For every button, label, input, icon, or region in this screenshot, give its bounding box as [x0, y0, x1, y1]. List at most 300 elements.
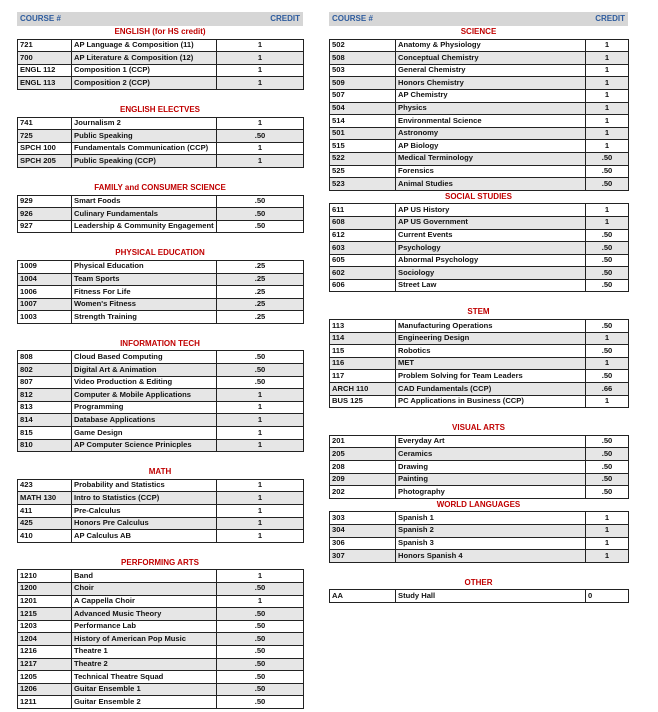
- course-name-cell: Environmental Science: [396, 115, 586, 128]
- course-number-cell: 116: [330, 357, 396, 370]
- credit-header: CREDIT: [595, 14, 625, 23]
- credit-cell: .50: [586, 448, 629, 461]
- course-table-science: [329, 39, 629, 191]
- course-number-cell: 508: [330, 52, 396, 65]
- credit-cell: .50: [586, 152, 629, 165]
- course-name-cell: Manufacturing Operations: [396, 320, 586, 333]
- course-name-cell: Programming: [72, 401, 217, 414]
- course-table-physical-education: [17, 260, 304, 324]
- course-name-cell: Study Hall: [396, 590, 586, 603]
- course-row: [18, 427, 304, 440]
- credit-cell: 1: [586, 512, 629, 525]
- credit-cell: 1: [586, 77, 629, 90]
- section-title-physical-education: PHYSICAL EDUCATION: [115, 248, 205, 258]
- credit-cell: .50: [586, 165, 629, 178]
- course-name-cell: Spanish 2: [396, 524, 586, 537]
- credit-cell: 1: [586, 102, 629, 115]
- course-name-cell: Advanced Music Theory: [72, 608, 217, 621]
- credit-cell: 1: [586, 89, 629, 102]
- course-row: [330, 448, 629, 461]
- course-number-cell: 725: [18, 130, 72, 143]
- course-row: [330, 216, 629, 229]
- course-row: [330, 77, 629, 90]
- course-number-cell: 501: [330, 127, 396, 140]
- credit-cell: .50: [217, 130, 304, 143]
- course-name-cell: Theatre 2: [72, 658, 217, 671]
- course-name-cell: AP Language & Composition (11): [72, 39, 217, 52]
- course-row: [18, 39, 304, 52]
- credit-cell: .50: [586, 279, 629, 292]
- course-number-cell: 929: [18, 195, 72, 208]
- section-title-performing-arts: PERFORMING ARTS: [121, 557, 199, 567]
- course-row: [18, 517, 304, 530]
- course-name-cell: Everyday Art: [396, 435, 586, 448]
- course-number-cell: 202: [330, 486, 396, 499]
- course-name-cell: AP Computer Science Prinicples: [72, 439, 217, 452]
- section-title-world-languages: WORLD LANGUAGES: [436, 499, 521, 509]
- credit-cell: .25: [217, 286, 304, 299]
- course-name-cell: AP Literature & Composition (12): [72, 52, 217, 65]
- course-number-header: COURSE #: [332, 14, 373, 23]
- credit-cell: .50: [217, 220, 304, 233]
- course-name-cell: AP Biology: [396, 140, 586, 153]
- credit-cell: 1: [586, 52, 629, 65]
- section-spacer: [17, 233, 303, 247]
- course-number-cell: 209: [330, 473, 396, 486]
- course-number-cell: 515: [330, 140, 396, 153]
- credit-cell: .50: [217, 351, 304, 364]
- course-row: [330, 229, 629, 242]
- course-name-cell: AP US History: [396, 204, 586, 217]
- left-sections: [17, 26, 303, 709]
- course-number-cell: 721: [18, 39, 72, 52]
- course-number-cell: 509: [330, 77, 396, 90]
- course-row: [18, 595, 304, 608]
- credit-cell: 1: [217, 117, 304, 130]
- course-name-cell: Medical Terminology: [396, 152, 586, 165]
- credit-cell: .50: [217, 208, 304, 221]
- course-name-cell: Problem Solving for Team Leaders: [396, 370, 586, 383]
- credit-cell: .50: [217, 620, 304, 633]
- course-row: [18, 298, 304, 311]
- course-number-cell: 306: [330, 537, 396, 550]
- course-name-cell: A Cappella Choir: [72, 595, 217, 608]
- credit-cell: .50: [586, 370, 629, 383]
- course-number-cell: 1006: [18, 286, 72, 299]
- credit-cell: .50: [586, 320, 629, 333]
- course-row: [18, 260, 304, 273]
- right-column: [329, 0, 628, 603]
- credit-cell: 1: [217, 570, 304, 583]
- course-row: [330, 279, 629, 292]
- course-number-cell: 741: [18, 117, 72, 130]
- course-row: [330, 435, 629, 448]
- section-spacer: [17, 452, 303, 466]
- course-table-english-electves: [17, 117, 304, 168]
- course-number-cell: MATH 130: [18, 492, 72, 505]
- course-row: [18, 64, 304, 77]
- credit-cell: 1: [217, 492, 304, 505]
- course-number-cell: 1215: [18, 608, 72, 621]
- course-row: [330, 320, 629, 333]
- course-name-cell: History of American Pop Music: [72, 633, 217, 646]
- course-row: [330, 89, 629, 102]
- credit-cell: .50: [586, 178, 629, 191]
- course-name-cell: Technical Theatre Squad: [72, 671, 217, 684]
- course-row: [18, 414, 304, 427]
- course-number-cell: 201: [330, 435, 396, 448]
- credit-cell: .25: [217, 273, 304, 286]
- credit-cell: 1: [217, 427, 304, 440]
- course-name-cell: Psychology: [396, 242, 586, 255]
- course-number-cell: 603: [330, 242, 396, 255]
- credit-cell: 1: [217, 155, 304, 168]
- course-row: [18, 311, 304, 324]
- course-row: [18, 439, 304, 452]
- section-title-science: SCIENCE: [460, 27, 497, 36]
- course-number-cell: 504: [330, 102, 396, 115]
- course-number-cell: SPCH 205: [18, 155, 72, 168]
- course-number-cell: 115: [330, 345, 396, 358]
- course-row: [330, 178, 629, 191]
- course-name-cell: Smart Foods: [72, 195, 217, 208]
- course-number-cell: 307: [330, 550, 396, 563]
- credit-cell: .50: [217, 683, 304, 696]
- course-number-cell: 813: [18, 401, 72, 414]
- course-name-cell: Physical Education: [72, 260, 217, 273]
- course-name-cell: Game Design: [72, 427, 217, 440]
- course-name-cell: PC Applications in Business (CCP): [396, 395, 586, 408]
- course-number-cell: 608: [330, 216, 396, 229]
- credit-cell: .50: [217, 582, 304, 595]
- course-name-cell: Abnormal Psychology: [396, 254, 586, 267]
- course-name-cell: Drawing: [396, 461, 586, 474]
- credit-cell: .50: [217, 696, 304, 709]
- credit-cell: .50: [586, 486, 629, 499]
- section-title-english-for-hs-credit: ENGLISH (for HS credit): [114, 27, 206, 36]
- course-number-cell: 522: [330, 152, 396, 165]
- credit-cell: 0: [586, 590, 629, 603]
- course-row: [330, 204, 629, 217]
- course-number-cell: 507: [330, 89, 396, 102]
- course-row: [18, 696, 304, 709]
- course-name-cell: Forensics: [396, 165, 586, 178]
- course-name-cell: Guitar Ensemble 2: [72, 696, 217, 709]
- course-row: [18, 77, 304, 90]
- credit-cell: .50: [586, 473, 629, 486]
- credit-cell: .50: [586, 345, 629, 358]
- course-row: [18, 389, 304, 402]
- credit-cell: 1: [217, 517, 304, 530]
- course-name-cell: Astronomy: [396, 127, 586, 140]
- course-row: [18, 117, 304, 130]
- section-title-stem: STEM: [467, 307, 490, 317]
- course-row: [330, 332, 629, 345]
- credit-cell: 1: [217, 505, 304, 518]
- course-row: [330, 395, 629, 408]
- course-number-cell: 410: [18, 530, 72, 543]
- course-row: [330, 254, 629, 267]
- course-row: [18, 52, 304, 65]
- section-title-visual-arts: VISUAL ARTS: [452, 423, 505, 433]
- course-row: [330, 550, 629, 563]
- credit-cell: 1: [586, 395, 629, 408]
- course-row: [18, 645, 304, 658]
- course-name-cell: Current Events: [396, 229, 586, 242]
- course-name-cell: Painting: [396, 473, 586, 486]
- course-row: [330, 127, 629, 140]
- course-number-cell: 1201: [18, 595, 72, 608]
- course-row: [330, 52, 629, 65]
- course-number-cell: 117: [330, 370, 396, 383]
- section-spacer: [17, 543, 303, 557]
- course-name-cell: MET: [396, 357, 586, 370]
- section-title-social-studies: SOCIAL STUDIES: [445, 191, 512, 201]
- section-spacer: [329, 563, 628, 577]
- course-name-cell: CAD Fundamentals (CCP): [396, 383, 586, 396]
- course-number-cell: BUS 125: [330, 395, 396, 408]
- section-spacer: [329, 292, 628, 306]
- credit-header: CREDIT: [270, 14, 300, 23]
- credit-cell: 1: [217, 389, 304, 402]
- course-number-cell: 611: [330, 204, 396, 217]
- course-name-cell: Choir: [72, 582, 217, 595]
- course-row: [18, 620, 304, 633]
- credit-cell: .50: [217, 671, 304, 684]
- course-name-cell: Performance Lab: [72, 620, 217, 633]
- course-row: [18, 658, 304, 671]
- course-number-cell: 113: [330, 320, 396, 333]
- course-number-cell: 810: [18, 439, 72, 452]
- credit-cell: .50: [586, 242, 629, 255]
- course-number-cell: 423: [18, 479, 72, 492]
- course-row: [330, 357, 629, 370]
- course-table-family-and-consumer-science: [17, 195, 304, 234]
- course-row: [330, 486, 629, 499]
- course-name-cell: Public Speaking: [72, 130, 217, 143]
- course-name-cell: Engineering Design: [396, 332, 586, 345]
- section-title-math: MATH: [148, 467, 172, 477]
- course-name-cell: Spanish 1: [396, 512, 586, 525]
- course-name-cell: Database Applications: [72, 414, 217, 427]
- course-number-cell: 802: [18, 364, 72, 377]
- course-number-cell: 425: [18, 517, 72, 530]
- course-number-cell: 814: [18, 414, 72, 427]
- course-name-cell: Cloud Based Computing: [72, 351, 217, 364]
- course-name-cell: Photography: [396, 486, 586, 499]
- course-row: [330, 461, 629, 474]
- course-name-cell: Honors Chemistry: [396, 77, 586, 90]
- course-number-cell: 208: [330, 461, 396, 474]
- course-row: [330, 64, 629, 77]
- left-column: [17, 0, 303, 709]
- course-row: [18, 376, 304, 389]
- credit-cell: 1: [586, 115, 629, 128]
- course-number-cell: 502: [330, 39, 396, 52]
- course-table-english-for-hs-credit: [17, 39, 304, 90]
- course-row: [330, 524, 629, 537]
- course-row: [18, 155, 304, 168]
- course-name-cell: Video Production & Editing: [72, 376, 217, 389]
- section-title-family-and-consumer-science: FAMILY and CONSUMER SCIENCE: [94, 182, 226, 192]
- credit-cell: .50: [586, 267, 629, 280]
- course-row: [330, 590, 629, 603]
- course-name-cell: Theatre 1: [72, 645, 217, 658]
- credit-cell: 1: [217, 39, 304, 52]
- course-number-cell: 1200: [18, 582, 72, 595]
- course-name-cell: Computer & Mobile Applications: [72, 389, 217, 402]
- course-name-cell: Composition 1 (CCP): [72, 64, 217, 77]
- course-number-cell: 1009: [18, 260, 72, 273]
- credit-cell: .50: [586, 229, 629, 242]
- credit-cell: 1: [217, 64, 304, 77]
- course-row: [330, 473, 629, 486]
- course-row: [18, 492, 304, 505]
- course-row: [18, 683, 304, 696]
- course-number-cell: 808: [18, 351, 72, 364]
- section-title-other: OTHER: [464, 577, 493, 587]
- credit-cell: .50: [217, 633, 304, 646]
- credit-cell: 1: [586, 127, 629, 140]
- course-name-cell: Probability and Statistics: [72, 479, 217, 492]
- section-title-english-electves: ENGLISH ELECTVES: [119, 104, 200, 114]
- credit-cell: 1: [586, 524, 629, 537]
- course-number-cell: 525: [330, 165, 396, 178]
- credit-cell: 1: [586, 64, 629, 77]
- course-row: [18, 220, 304, 233]
- course-row: [330, 537, 629, 550]
- course-number-cell: ARCH 110: [330, 383, 396, 396]
- course-row: [330, 267, 629, 280]
- course-name-cell: Anatomy & Physiology: [396, 39, 586, 52]
- course-row: [18, 608, 304, 621]
- course-number-cell: 1210: [18, 570, 72, 583]
- course-name-cell: Intro to Statistics (CCP): [72, 492, 217, 505]
- course-row: [330, 39, 629, 52]
- course-name-cell: Team Sports: [72, 273, 217, 286]
- course-number-cell: 514: [330, 115, 396, 128]
- credit-cell: .25: [217, 260, 304, 273]
- course-number-cell: 1204: [18, 633, 72, 646]
- section-spacer: [17, 90, 303, 104]
- course-number-cell: 205: [330, 448, 396, 461]
- column-header-right: [329, 12, 628, 26]
- credit-cell: .50: [217, 608, 304, 621]
- credit-cell: .50: [586, 435, 629, 448]
- course-name-cell: Public Speaking (CCP): [72, 155, 217, 168]
- course-row: [18, 671, 304, 684]
- credit-cell: 1: [217, 595, 304, 608]
- course-number-cell: 612: [330, 229, 396, 242]
- credit-cell: 1: [217, 439, 304, 452]
- course-name-cell: Robotics: [396, 345, 586, 358]
- course-table-social-studies: [329, 203, 629, 292]
- course-number-cell: 1211: [18, 696, 72, 709]
- course-number-cell: 523: [330, 178, 396, 191]
- course-row: [18, 208, 304, 221]
- course-name-cell: Composition 2 (CCP): [72, 77, 217, 90]
- course-row: [330, 140, 629, 153]
- course-table-math: [17, 479, 304, 543]
- course-table-information-tech: [17, 350, 304, 452]
- course-number-cell: 303: [330, 512, 396, 525]
- course-row: [18, 286, 304, 299]
- course-name-cell: Leadership & Community Engagement: [72, 220, 217, 233]
- course-row: [330, 165, 629, 178]
- course-number-cell: 926: [18, 208, 72, 221]
- course-row: [18, 351, 304, 364]
- credit-cell: .50: [217, 364, 304, 377]
- course-name-cell: Band: [72, 570, 217, 583]
- course-row: [18, 273, 304, 286]
- course-row: [18, 530, 304, 543]
- course-row: [330, 242, 629, 255]
- course-name-cell: Spanish 3: [396, 537, 586, 550]
- course-name-cell: Women's Fitness: [72, 298, 217, 311]
- course-name-cell: Culinary Fundamentals: [72, 208, 217, 221]
- course-name-cell: Guitar Ensemble 1: [72, 683, 217, 696]
- course-number-cell: 1205: [18, 671, 72, 684]
- course-row: [18, 401, 304, 414]
- course-number-cell: SPCH 100: [18, 142, 72, 155]
- credit-cell: .50: [217, 376, 304, 389]
- credit-cell: .50: [586, 254, 629, 267]
- course-number-cell: 807: [18, 376, 72, 389]
- credit-cell: .50: [217, 195, 304, 208]
- course-name-cell: Honors Pre Calculus: [72, 517, 217, 530]
- course-row: [330, 345, 629, 358]
- course-name-cell: General Chemistry: [396, 64, 586, 77]
- right-sections: [329, 26, 628, 603]
- course-row: [330, 383, 629, 396]
- course-number-cell: 602: [330, 267, 396, 280]
- course-name-cell: Pre-Calculus: [72, 505, 217, 518]
- course-table-other: [329, 589, 629, 603]
- credit-cell: 1: [586, 216, 629, 229]
- course-row: [18, 130, 304, 143]
- course-name-cell: Strength Training: [72, 311, 217, 324]
- course-row: [18, 142, 304, 155]
- section-spacer: [329, 408, 628, 422]
- course-number-cell: 700: [18, 52, 72, 65]
- course-number-cell: 503: [330, 64, 396, 77]
- course-name-cell: Animal Studies: [396, 178, 586, 191]
- course-row: [330, 115, 629, 128]
- course-number-cell: 927: [18, 220, 72, 233]
- course-name-cell: Fundamentals Communication (CCP): [72, 142, 217, 155]
- column-header-left: [17, 12, 303, 26]
- course-row: [330, 152, 629, 165]
- course-row: [330, 370, 629, 383]
- course-number-header: COURSE #: [20, 14, 61, 23]
- course-name-cell: AP Chemistry: [396, 89, 586, 102]
- course-table-world-languages: [329, 511, 629, 562]
- course-row: [18, 633, 304, 646]
- credit-cell: 1: [217, 77, 304, 90]
- course-number-cell: 1217: [18, 658, 72, 671]
- course-number-cell: 1003: [18, 311, 72, 324]
- course-table-visual-arts: [329, 435, 629, 499]
- course-row: [18, 582, 304, 595]
- credit-cell: 1: [217, 530, 304, 543]
- course-number-cell: ENGL 113: [18, 77, 72, 90]
- course-number-cell: 605: [330, 254, 396, 267]
- course-name-cell: AP US Government: [396, 216, 586, 229]
- course-name-cell: Physics: [396, 102, 586, 115]
- credit-cell: 1: [217, 52, 304, 65]
- course-name-cell: Honors Spanish 4: [396, 550, 586, 563]
- credit-cell: 1: [586, 332, 629, 345]
